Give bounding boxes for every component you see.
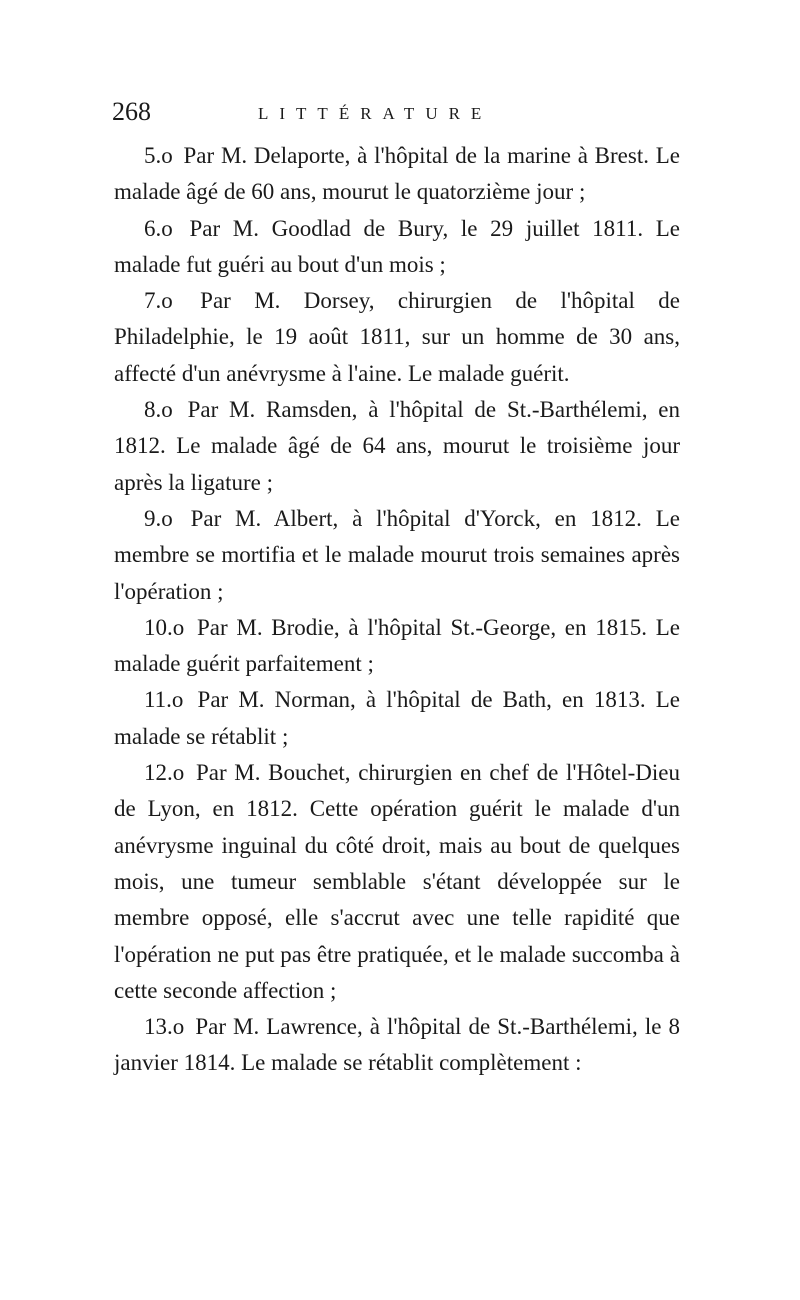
entry-number: 13.o (144, 1014, 185, 1040)
entry-text: Par M. Albert, à l'hôpital d'Yorck, en 1812. Le membre se mortifia et le malade mourut trois semaines après l'opération ; (114, 505, 680, 604)
list-item (114, 755, 680, 1009)
list-item (114, 138, 680, 211)
list-item (114, 610, 680, 683)
entry-number: 5.o (144, 143, 173, 168)
entry-number: 9.o (144, 505, 173, 531)
page-number: 268 (112, 97, 151, 126)
entry-text: Par M. Goodlad de Bury, le 29 juillet 1811. Le malade fut guéri au bout d'un mois ; (114, 215, 680, 277)
entry-number: 7.o (144, 288, 173, 314)
list-item (114, 1009, 680, 1082)
running-head (112, 92, 692, 132)
entry-text: Par M. Norman, à l'hôpital de Bath, en 1813. Le malade se rétablit ; (114, 687, 680, 749)
body-text (114, 138, 680, 1082)
section-title: LITTÉRATURE (258, 104, 493, 123)
entry-text: Par M. Lawrence, à l'hôpital de St.-Barthélemi, le 8 janvier 1814. Le malade se rétablit complètement : (114, 1014, 681, 1076)
entry-text: Par M. Dorsey, chirurgien de l'hôpital de Philadelphie, le 19 août 1811, sur un homme de 30 ans, affecté d'un anévrysme à l'aine. Le malade guérit. (114, 288, 681, 386)
list-item (114, 501, 680, 610)
list-item (114, 211, 680, 284)
entry-number: 11.o (144, 687, 184, 713)
entry-text: Par M. Bouchet, chirurgien en chef de l'Hôtel-Dieu de Lyon, en 1812. Cette opération guérit le malade d'un anévrysme inguinal du côté droit, mais au bout de quelques mois, une tumeur semblable s'étant développée sur le membre opposé, elle s'accrut avec une telle rapidité que l'opération ne put pas être pratiquée, et le malade succomba à cette seconde affection ; (114, 760, 681, 1003)
list-item (114, 392, 680, 501)
entry-number: 10.o (144, 614, 185, 640)
entry-number: 6.o (144, 215, 173, 241)
entry-text: Par M. Delaporte, à l'hôpital de la marine à Brest. Le malade âgé de 60 ans, mourut le quatorzième jour ; (114, 143, 680, 205)
list-item (114, 682, 680, 755)
entry-text: Par M. Ramsden, à l'hôpital de St.-Barthélemi, en 1812. Le malade âgé de 64 ans, mourut le troisième jour après la ligature ; (114, 397, 680, 495)
list-item (114, 283, 680, 392)
entry-number: 12.o (144, 760, 185, 786)
entry-number: 8.o (144, 397, 173, 423)
entry-text: Par M. Brodie, à l'hôpital St.-George, en 1815. Le malade guérit parfaitement ; (114, 614, 680, 677)
